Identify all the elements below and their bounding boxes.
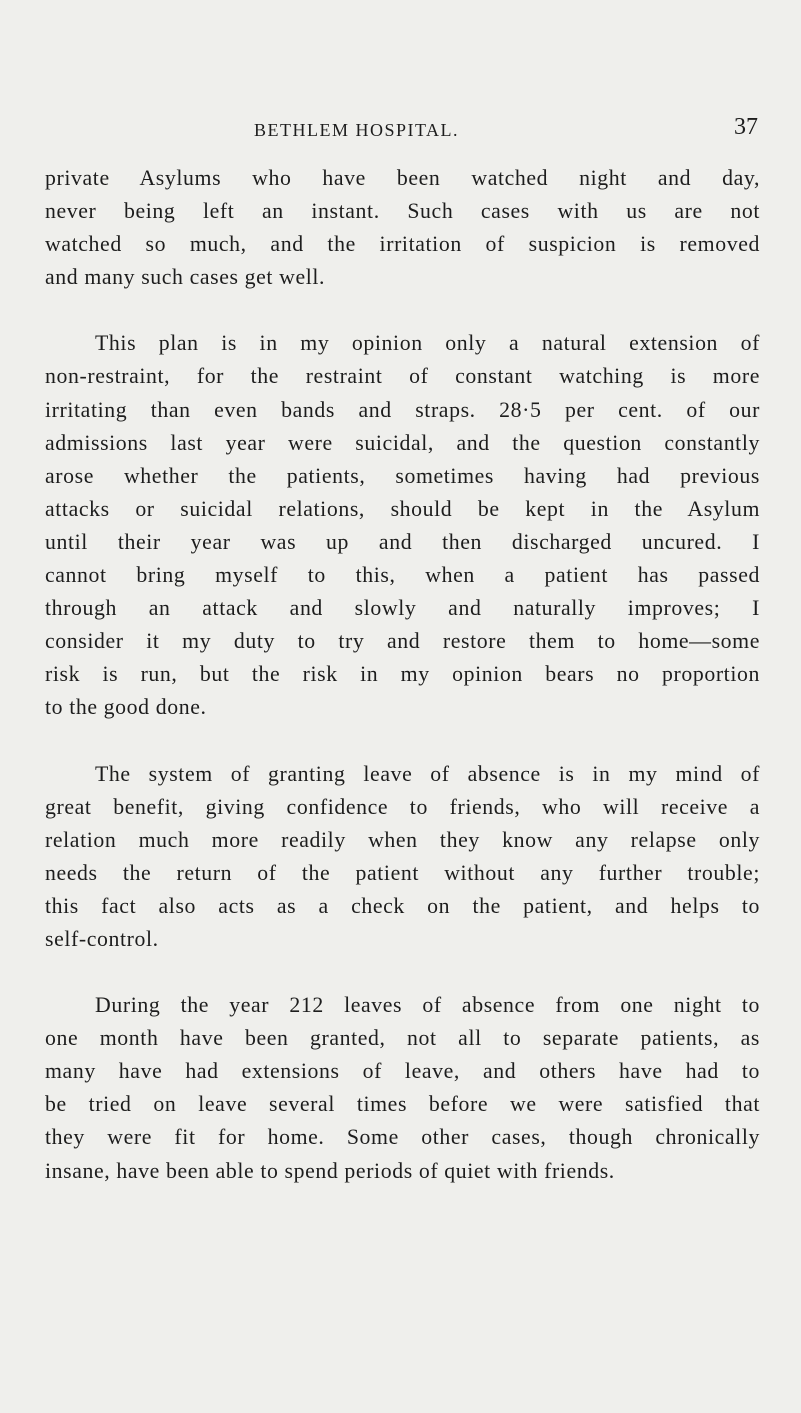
paragraph-1 xyxy=(45,162,760,294)
text-line: relation much more readily when they know any relapse only xyxy=(45,827,760,852)
paragraph-4 xyxy=(45,989,760,1188)
text-line: until their year was up and then discharged uncured. I xyxy=(45,529,760,554)
paragraph-3 xyxy=(45,758,760,957)
text-line: The system of granting leave of absence is in my mind of xyxy=(95,761,760,786)
text-line: consider it my duty to try and restore them to home—some xyxy=(45,629,760,654)
text-line: they were fit for home. Some other cases, though chronically xyxy=(45,1125,760,1150)
text-line: private Asylums who have been watched night and day, xyxy=(45,166,760,190)
body-text xyxy=(45,162,760,1221)
text-line: cannot bring myself to this, when a patient has passed xyxy=(45,563,760,588)
text-line: non-restraint, for the restraint of constant watching is more xyxy=(45,364,760,389)
text-line: This plan is in my opinion only a natural extension of xyxy=(95,331,760,356)
text-line: During the year 212 leaves of absence from one night to xyxy=(95,993,760,1018)
text-line: arose whether the patients, sometimes having had previous xyxy=(45,463,760,488)
text-line: attacks or suicidal relations, should be kept in the Asylum xyxy=(45,496,760,521)
text-line: never being left an instant. Such cases with us are not xyxy=(45,199,760,224)
page-header xyxy=(0,114,801,150)
paragraph-2 xyxy=(45,327,760,724)
text-line: many have had extensions of leave, and others have had to xyxy=(45,1059,760,1084)
text-line: this fact also acts as a check on the patient, and helps to xyxy=(45,893,760,918)
text-line: and many such cases get well. xyxy=(45,265,326,290)
text-line: to the good done. xyxy=(45,695,207,720)
text-line: through an attack and slowly and naturally improves; I xyxy=(45,596,760,621)
text-line: risk is run, but the risk in my opinion bears no proportion xyxy=(45,662,760,687)
text-line: needs the return of the patient without any further trouble; xyxy=(45,860,760,885)
text-line: one month have been granted, not all to separate patients, as xyxy=(45,1026,760,1051)
page-number: 37 xyxy=(734,114,758,140)
text-line: self-control. xyxy=(45,926,159,951)
text-line: insane, have been able to spend periods of quiet with friends. xyxy=(45,1158,615,1183)
running-head: BETHLEM HOSPITAL. xyxy=(254,120,460,140)
text-line: watched so much, and the irritation of suspicion is removed xyxy=(45,232,760,257)
text-line: great benefit, giving confidence to friends, who will receive a xyxy=(45,794,760,819)
text-line: irritating than even bands and straps. 28·5 per cent. of our xyxy=(45,397,760,422)
text-line: admissions last year were suicidal, and the question constantly xyxy=(45,430,760,455)
text-line: be tried on leave several times before we were satisfied that xyxy=(45,1092,760,1117)
